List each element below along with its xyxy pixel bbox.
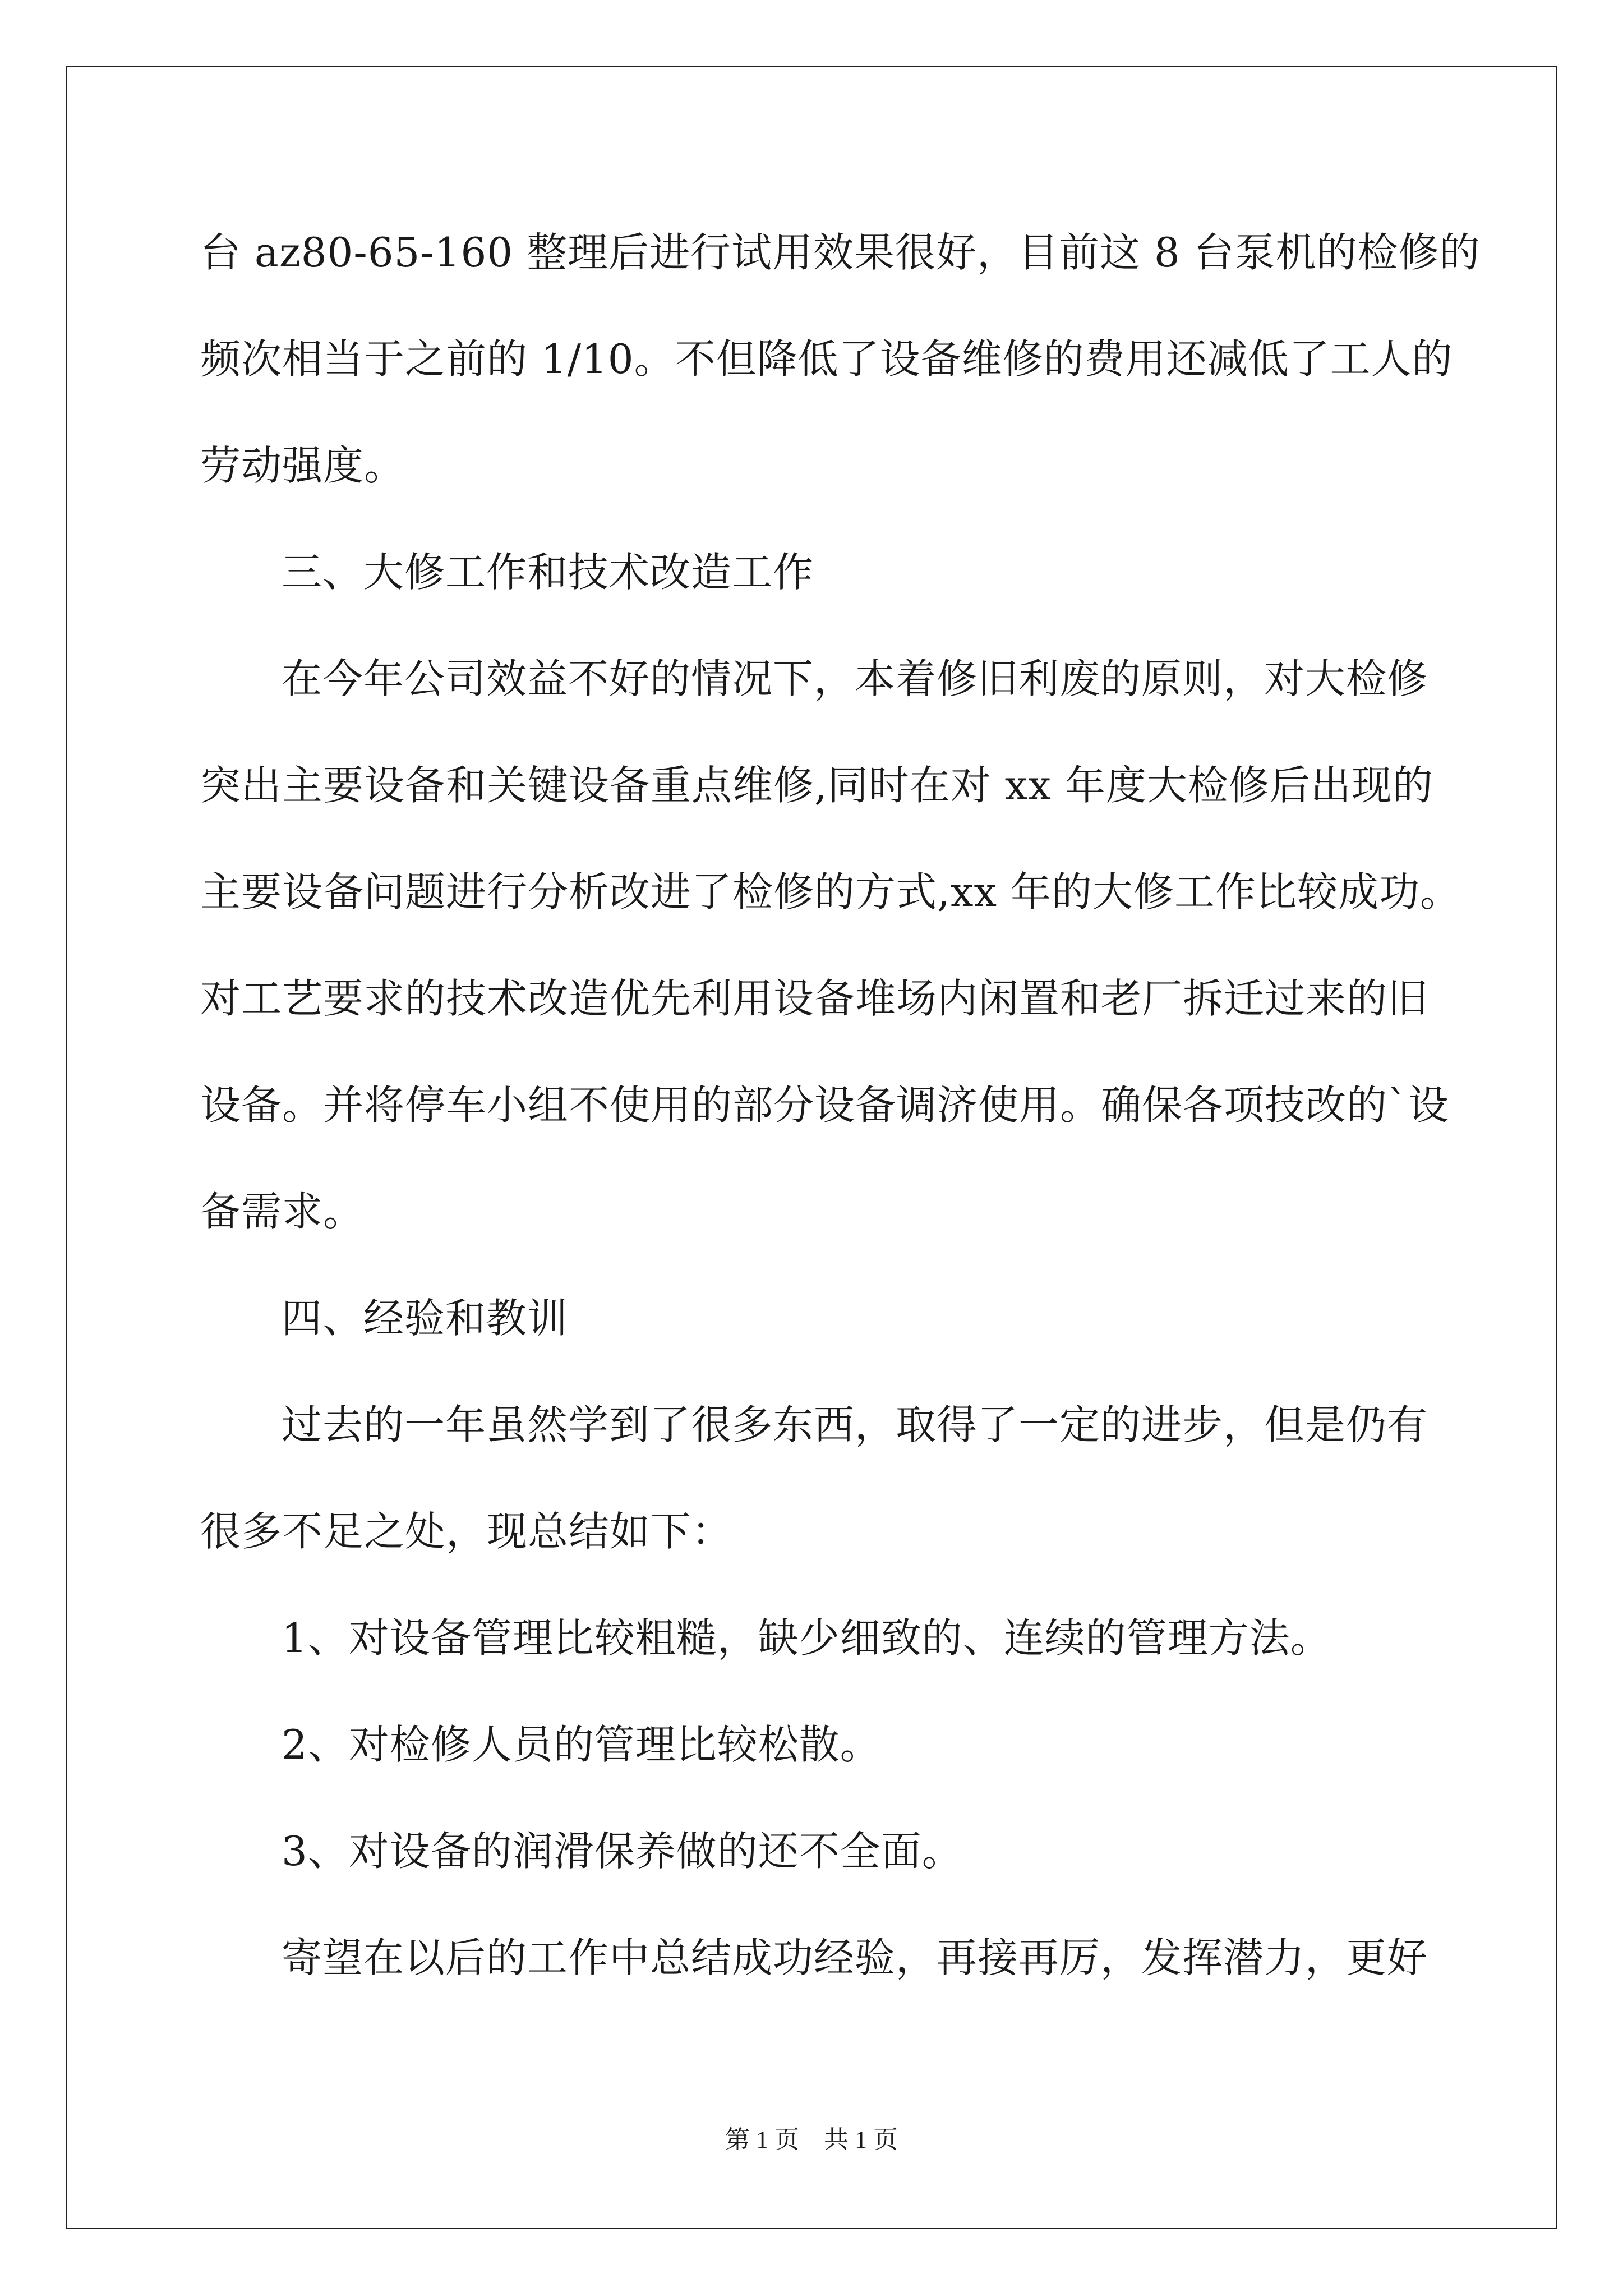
section-heading: 四、经验和教训 [282, 1295, 569, 1342]
text-line: 劳动强度。 [200, 442, 405, 489]
text-line: 寄望在以后的工作中总结成功经验，再接再厉，发挥潜力，更好 [282, 1934, 1428, 1981]
text-line: 主要设备问题进行分析改进了检修的方式,xx 年的大修工作比较成功。 [200, 868, 1461, 915]
page-number-footer: 第 1 页 共 1 页 [725, 2126, 898, 2154]
text-line: 很多不足之处，现总结如下： [200, 1508, 733, 1555]
text-line: 在今年公司效益不好的情况下，本着修旧利废的原则，对大检修 [282, 655, 1428, 702]
list-item: 3、对设备的润滑保养做的还不全面。 [282, 1828, 963, 1875]
text-line: 对工艺要求的技术改造优先利用设备堆场内闲置和老厂拆迁过来的旧 [200, 975, 1429, 1022]
text-line: 备需求。 [200, 1188, 365, 1235]
list-item: 1、对设备管理比较粗糙，缺少细致的、连续的管理方法。 [282, 1614, 1331, 1662]
page-border [66, 66, 1557, 2229]
text-line: 过去的一年虽然学到了很多东西，取得了一定的进步，但是仍有 [282, 1401, 1428, 1448]
text-line: 台 az80-65-160 整理后进行试用效果很好，目前这 8 台泵机的检修的 [200, 229, 1481, 276]
text-line: 设备。并将停车小组不使用的部分设备调济使用。确保各项技改的`设 [200, 1082, 1450, 1129]
text-line: 突出主要设备和关键设备重点维修,同时在对 xx 年度大检修后出现的 [200, 762, 1433, 809]
list-item: 2、对检修人员的管理比较松散。 [282, 1721, 881, 1768]
text-line: 频次相当于之前的 1/10。不但降低了设备维修的费用还减低了工人的 [200, 335, 1453, 383]
section-heading: 三、大修工作和技术改造工作 [282, 549, 814, 596]
